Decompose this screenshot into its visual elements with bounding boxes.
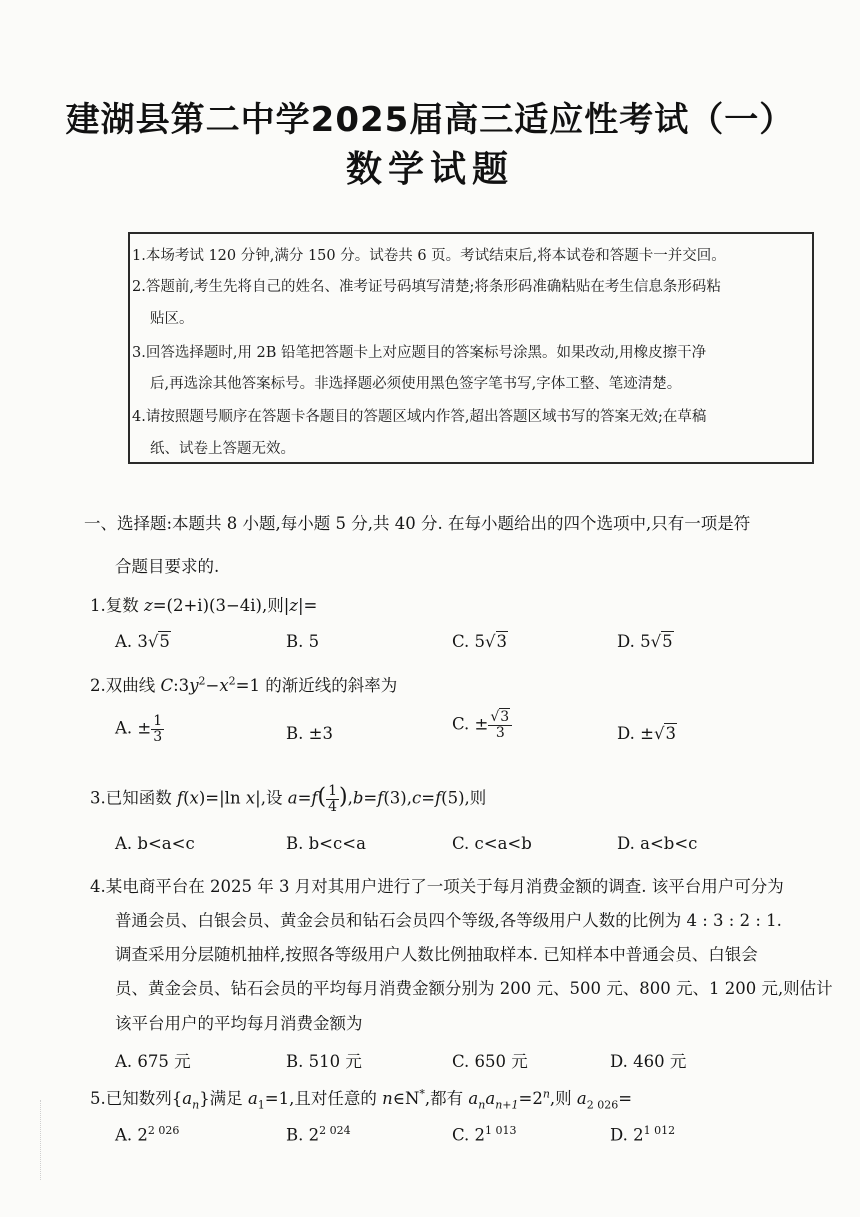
q3-option-a[interactable]: A. b<a<c: [115, 834, 195, 853]
q5-option-a[interactable]: [115, 1124, 179, 1145]
q3-eq1: =: [297, 788, 312, 808]
q3-var-a: a: [287, 788, 298, 808]
q2-a-num: 1: [153, 713, 163, 729]
q5-text-a: 5.已知数列{: [90, 1089, 183, 1108]
q2-text-a: 2.双曲线: [90, 676, 161, 695]
exam-title-line2: 数学试题: [345, 149, 514, 190]
q3-text-k: (5),则: [441, 788, 487, 808]
q5-d-prefix: D. 2: [610, 1125, 644, 1145]
q5-a-3: a: [485, 1089, 496, 1108]
question-4-line3: 调查采用分层随机抽样,按照各等级用户人数比例抽取样本. 已知样本中普通会员、白银会: [115, 945, 758, 964]
q5-option-b[interactable]: [286, 1124, 351, 1145]
q5-pow-n: n: [542, 1087, 550, 1101]
q1-option-b[interactable]: B. 5: [286, 632, 320, 651]
q1-d-radicand: 5: [662, 632, 673, 651]
q5-b-exp: 2 024: [319, 1124, 351, 1137]
q3-x1: x: [189, 788, 199, 808]
q2-text-e: =1 的渐近线的斜率为: [235, 676, 398, 695]
q2-exp-1: 2: [198, 674, 206, 688]
q3-var-b: b: [352, 788, 364, 808]
q5-sub-1: 1: [257, 1098, 265, 1112]
q1-c-radicand: 3: [496, 632, 508, 651]
q5-c-exp: 1 013: [485, 1124, 517, 1137]
question-4-line4: 员、黄金会员、钻石会员的平均每月消费金额分别为 200 元、500 元、800 元、1 200 元,则估计: [115, 979, 833, 998]
question-4-line5: 该平台用户的平均每月消费金额为: [115, 1014, 363, 1033]
q3-frac-num: 1: [328, 783, 338, 799]
q1-a-radicand: 5: [159, 632, 170, 651]
q1-c-prefix: C. 5: [452, 632, 486, 651]
instruction-line-1: 1.本场考试 120 分钟,满分 150 分。试卷共 6 页。考试结束后,将本试卷和答题卡一并交回。: [132, 248, 726, 264]
q2-minus: −: [205, 676, 220, 695]
q2-option-c[interactable]: C. ± $\frac{√3}{3}$: [452, 710, 512, 740]
q5-star: *: [419, 1087, 425, 1101]
q5-sub-n2: n: [478, 1098, 486, 1112]
section-heading-line1: 一、选择题:本题共 8 小题,每小题 5 分,共 40 分. 在每小题给出的四个选项中,只有一项是符: [84, 514, 751, 533]
q4-option-a[interactable]: A. 675 元: [115, 1052, 191, 1071]
q1-a-prefix: A. 3: [115, 632, 148, 651]
q3-text-c: )=|ln: [198, 788, 246, 808]
q2-text-c: :3: [173, 676, 190, 695]
q2-a-den: 3: [153, 728, 163, 745]
q5-text-c: =1,且对任意的: [264, 1089, 383, 1108]
q2-var-y: y: [189, 676, 199, 695]
question-1-stem: [90, 592, 317, 616]
q3-eq2: =: [363, 788, 378, 808]
q2-option-b[interactable]: B. ±3: [286, 724, 333, 743]
q5-eq2: =2: [518, 1089, 543, 1108]
section-heading-line2: 合题目要求的.: [115, 557, 220, 576]
margin-dots: [40, 1100, 43, 1180]
q2-var-x: x: [219, 676, 229, 695]
q5-text-g: ,则: [549, 1089, 577, 1108]
q5-a1: a: [247, 1089, 258, 1108]
q3-option-d[interactable]: D. a<b<c: [617, 834, 698, 853]
question-4-line2: 普通会员、白银会员、黄金会员和钻石会员四个等级,各等级用户人数的比例为 4 : 3 : 2 : 1.: [115, 911, 782, 930]
q2-option-a[interactable]: [115, 714, 164, 744]
q1-var-z: z: [144, 596, 153, 615]
q3-text-i: (3),: [383, 788, 412, 808]
q5-n: n: [382, 1089, 393, 1108]
q2-c-prefix: C. ±: [452, 714, 489, 734]
q4-option-c[interactable]: C. 650 元: [452, 1052, 528, 1071]
q4-option-b[interactable]: B. 510 元: [286, 1052, 362, 1071]
q3-paren: (: [183, 788, 190, 808]
q5-sub-n: n: [192, 1098, 200, 1112]
instruction-line-2: 2.答题前,考生先将自己的姓名、准考证号码填写清楚;将条形码准确粘贴在考生信息条形码粘: [132, 279, 721, 295]
q3-f1: f: [177, 788, 184, 808]
q5-text-e: ,都有: [424, 1089, 469, 1108]
q5-text-b: }满足: [199, 1089, 248, 1108]
q5-a-prefix: A. 2: [115, 1125, 148, 1145]
q5-sub-n3: n+1: [495, 1098, 519, 1112]
q2-option-d[interactable]: D. ±√3: [617, 724, 676, 743]
q1-option-c[interactable]: C. 5√3: [452, 632, 508, 651]
q1-d-prefix: D. 5: [617, 632, 651, 651]
q3-var-c: c: [411, 788, 422, 808]
q1-text-e: |=: [297, 596, 318, 615]
q5-d-exp: 1 012: [643, 1124, 676, 1137]
q3-f3: f: [377, 788, 384, 808]
q2-c-den: 3: [495, 724, 505, 741]
q1-text-c: =(2+i)(3−4i),则|: [152, 596, 290, 615]
instruction-line-7: 纸、试卷上答题无效。: [150, 441, 295, 457]
q2-c-num-radicand: 3: [500, 709, 510, 725]
q2-d-radicand: 3: [665, 724, 676, 743]
instruction-line-3: 贴区。: [150, 311, 194, 327]
q5-a: a: [182, 1089, 193, 1108]
question-3-stem: 3.已知函数 f(x)=|ln x|,设 a=f( $\frac{1}{4}$ ),b=f(3),c=f(5),则: [90, 783, 487, 815]
q5-in-n: ∈N: [392, 1089, 420, 1108]
q3-comma: ,: [347, 788, 353, 808]
q2-d-prefix: D. ±: [617, 724, 654, 743]
exam-title-line1: 建湖县第二中学2025届高三适应性考试（一）: [65, 100, 795, 140]
q5-b-prefix: B. 2: [286, 1125, 320, 1145]
q2-a-prefix: A. ±: [115, 718, 152, 738]
q5-a-exp: 2 026: [147, 1124, 180, 1137]
q3-option-b[interactable]: B. b<c<a: [286, 834, 366, 853]
question-5-stem: [90, 1085, 632, 1111]
q3-f2: f: [311, 788, 318, 808]
q2-exp-2: 2: [228, 674, 236, 688]
q5-option-c[interactable]: [452, 1124, 517, 1145]
q2-var-c: C: [160, 676, 174, 695]
q3-text-d: |,设: [255, 788, 288, 808]
q3-option-c[interactable]: C. c<a<b: [452, 834, 532, 853]
q5-a-2: a: [468, 1089, 479, 1108]
q3-x2: x: [245, 788, 256, 808]
q5-c-prefix: C. 2: [452, 1125, 486, 1145]
q1-option-a[interactable]: A. 3√5: [115, 632, 170, 651]
q1-text-a: 1.复数: [90, 596, 144, 615]
question-4-line1: 4.某电商平台在 2025 年 3 月对其用户进行了一项关于每月消费金额的调查. 该平台用户可分为: [90, 877, 784, 896]
q3-text-a: 3.已知函数: [90, 788, 177, 808]
question-2-stem: [90, 672, 397, 696]
q3-frac-den: 4: [328, 798, 338, 815]
q4-option-d[interactable]: D. 460 元: [610, 1052, 687, 1071]
instruction-line-4: 3.回答选择题时,用 2B 铅笔把答题卡上对应题目的答案标号涂黑。如果改动,用橡皮擦干净: [132, 345, 707, 361]
q1-option-d[interactable]: D. 5√5: [617, 632, 673, 651]
q3-eq3: =: [421, 788, 436, 808]
q5-option-d[interactable]: [610, 1124, 675, 1145]
q3-f4: f: [435, 788, 442, 808]
q5-a-2026: a: [576, 1089, 587, 1108]
q5-sub-2026: 2 026: [586, 1098, 619, 1112]
instruction-line-6: 4.请按照题号顺序在答题卡各题目的答题区域内作答,超出答题区域书写的答案无效;在草稿: [132, 409, 707, 425]
q1-var-z2: z: [289, 596, 298, 615]
instruction-line-5: 后,再选涂其他答案标号。非选择题必须使用黑色签字笔书写,字体工整、笔迹清楚。: [150, 376, 682, 392]
q5-eq3: =: [618, 1089, 633, 1108]
